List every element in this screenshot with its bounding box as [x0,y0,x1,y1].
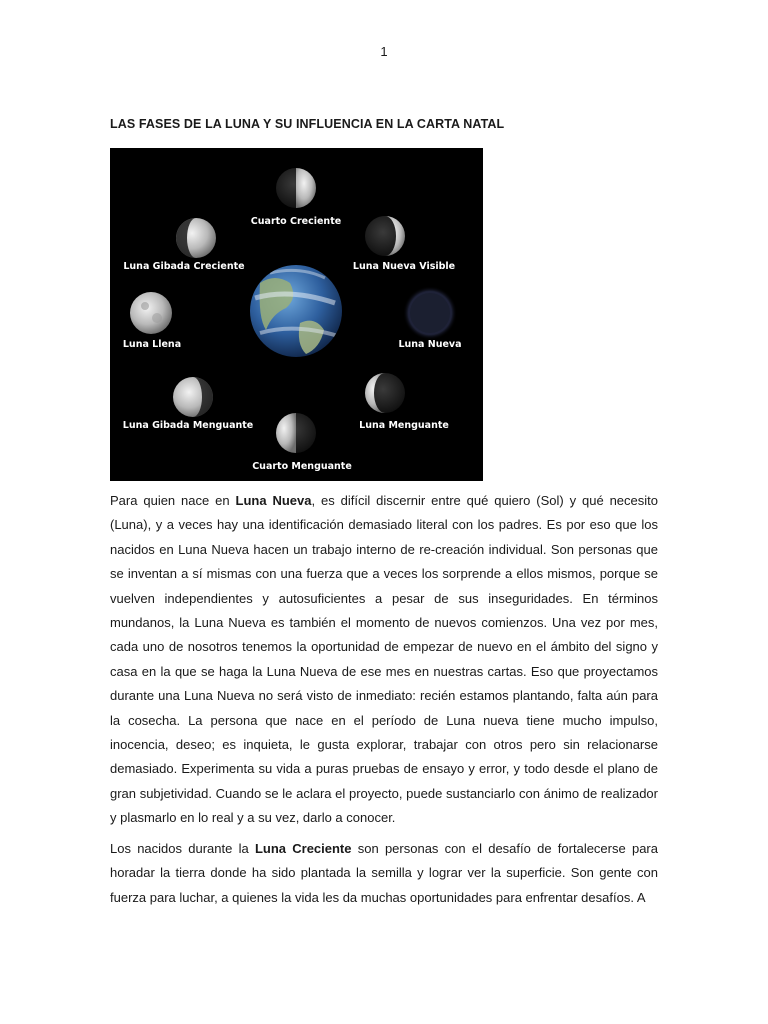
label-cuarto-creciente: Cuarto Creciente [250,216,342,227]
label-luna-gibada-menguante: Luna Gibada Menguante [122,420,254,431]
moon-luna-gibada-menguante [173,377,213,417]
label-luna-nueva-visible: Luna Nueva Visible [352,261,456,272]
label-luna-menguante: Luna Menguante [359,420,449,431]
paragraph-2-bold-luna-creciente: Luna Creciente [254,840,352,856]
label-luna-nueva: Luna Nueva [398,339,462,350]
moon-luna-nueva [403,286,457,340]
earth-image [250,265,342,357]
label-cuarto-menguante: Cuarto Menguante [252,461,352,472]
body-text [110,489,658,916]
moon-cuarto-creciente [276,168,316,208]
document-title: LAS FASES DE LA LUNA Y SU INFLUENCIA EN LA CARTA NATAL [110,117,505,131]
paragraph-1-text-1: Para quien nace en [110,493,236,508]
moon-luna-nueva-visible [365,216,405,256]
moon-cuarto-menguante [276,413,316,453]
paragraph-1-text-2: , es difícil discernir entre qué quiero (Sol) y qué necesito (Luna), y a veces hay una identificación demasiado literal con los padres. Es por eso que los nacidos en Luna Nueva hacen un trabajo interno de re-creación individual. Son personas que se inventan a sí mismas con una fuerza que a veces los sorprende a ellos mismos, porque se vuelven independientes y autosuficientes a pesar de sus inseguridades. En términos mundanos, la Luna Nueva es también el momento de nuevos comienzos. Una vez por mes, cada uno de nosotros tenemos la oportunidad de empezar de nuevo en el ámbito del signo y casa en la que se haga la Luna Nueva de ese mes en nuestras cartas. Eso que proyectamos durante una Luna Nueva no será visto de inmediato: recién estamos plantando, falta aún para la cosecha. La persona que nace en el período de Luna nueva tiene mucho impulso, inocencia, deseo; es inquieta, le gusta explorar, trabajar con otros pero sin relacionarse demasiado. Experimenta su vida a puras pruebas de ensayo y error, y todo desde el plano de gran subjetividad. Cuando se le aclara el proyecto, puede sustanciarlo con ánimo de realizador y plasmarlo en lo real y a su vez, darlo a conocer. [110,493,658,826]
label-luna-llena: Luna Llena [122,339,182,350]
paragraph-1-bold-luna-nueva: Luna Nueva [235,493,312,508]
page-number: 1 [380,44,388,59]
moon-luna-gibada-creciente [176,218,216,258]
moon-luna-llena [130,292,172,334]
moon-phases-figure [110,148,483,481]
paragraph-2-text-2: son personas con el desafío de fortalecerse para horadar la tierra donde ha sido plantada la semilla y lograr ver la superficie. Son gente con fuerza para luchar, a quienes la vida les da muchas oportunidades para enfrentar desafíos. A [110,840,658,905]
paragraph-2-text-1: Los nacidos durante la [110,840,255,856]
label-luna-gibada-creciente: Luna Gibada Creciente [123,261,245,272]
paragraph-2 [110,837,658,910]
moon-phases-diagram [110,148,483,481]
paragraph-1 [110,489,658,831]
moon-luna-menguante [365,373,405,413]
